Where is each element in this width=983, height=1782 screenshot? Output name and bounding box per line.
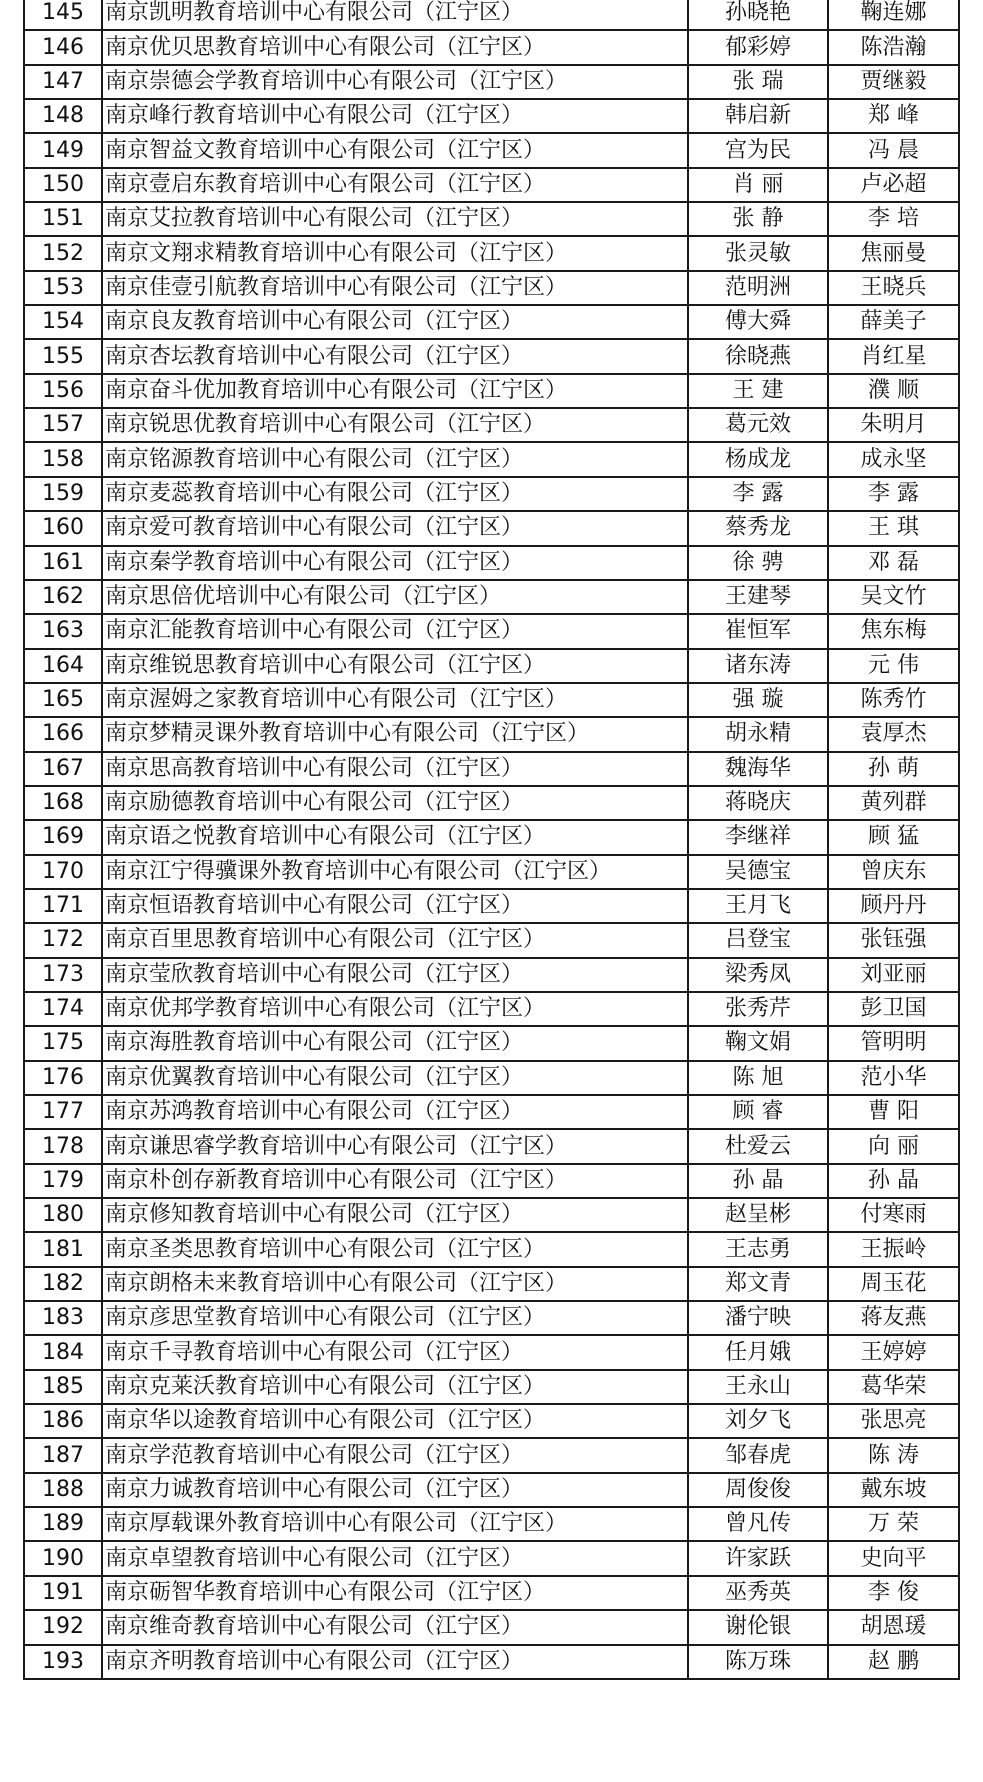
company-name: 南京恒语教育培训中心有限公司（江宁区） (102, 889, 688, 923)
company-name: 南京力诚教育培训中心有限公司（江宁区） (102, 1473, 688, 1507)
person-primary: 许家跃 (688, 1541, 828, 1575)
person-secondary: 黄列群 (828, 786, 959, 820)
table-row (24, 99, 959, 133)
person-primary: 邹春虎 (688, 1438, 828, 1472)
company-name: 南京朗格未来教育培训中心有限公司（江宁区） (102, 1267, 688, 1301)
company-name: 南京优翼教育培训中心有限公司（江宁区） (102, 1061, 688, 1095)
row-number: 181 (24, 1232, 102, 1266)
table-row (24, 1404, 959, 1438)
row-number: 159 (24, 477, 102, 511)
table-row (24, 1129, 959, 1163)
person-primary: 巫秀英 (688, 1576, 828, 1610)
company-name: 南京厚载课外教育培训中心有限公司（江宁区） (102, 1507, 688, 1541)
table-row (24, 30, 959, 64)
company-name: 南京苏鸿教育培训中心有限公司（江宁区） (102, 1095, 688, 1129)
person-secondary: 蒋友燕 (828, 1301, 959, 1335)
person-secondary: 朱明月 (828, 408, 959, 442)
row-number: 167 (24, 752, 102, 786)
person-primary: 蒋晓庆 (688, 786, 828, 820)
person-secondary: 王振岭 (828, 1232, 959, 1266)
row-number: 190 (24, 1541, 102, 1575)
person-primary: 郑文青 (688, 1267, 828, 1301)
person-secondary: 孙 萌 (828, 752, 959, 786)
person-primary: 吕登宝 (688, 923, 828, 957)
person-primary: 范明洲 (688, 271, 828, 305)
person-primary: 张秀芹 (688, 992, 828, 1026)
person-primary: 陈 旭 (688, 1061, 828, 1095)
person-primary: 宫为民 (688, 133, 828, 167)
person-secondary: 袁厚杰 (828, 717, 959, 751)
table-row (24, 649, 959, 683)
person-secondary: 王婷婷 (828, 1335, 959, 1369)
table-row (24, 1541, 959, 1575)
person-secondary: 李 俊 (828, 1576, 959, 1610)
row-number: 152 (24, 236, 102, 270)
person-secondary: 张钰强 (828, 923, 959, 957)
table-row (24, 374, 959, 408)
row-number: 188 (24, 1473, 102, 1507)
table-row (24, 477, 959, 511)
person-secondary: 邓 磊 (828, 546, 959, 580)
person-primary: 傅大舜 (688, 305, 828, 339)
company-name: 南京铭源教育培训中心有限公司（江宁区） (102, 442, 688, 476)
person-primary: 刘夕飞 (688, 1404, 828, 1438)
row-number: 176 (24, 1061, 102, 1095)
company-name: 南京百里思教育培训中心有限公司（江宁区） (102, 923, 688, 957)
table-row (24, 168, 959, 202)
person-primary: 韩启新 (688, 99, 828, 133)
table-row (24, 1335, 959, 1369)
person-secondary: 陈浩瀚 (828, 30, 959, 64)
company-name: 南京奋斗优加教育培训中心有限公司（江宁区） (102, 374, 688, 408)
person-secondary: 鞠连娜 (828, 0, 959, 30)
row-number: 178 (24, 1129, 102, 1163)
row-number: 180 (24, 1198, 102, 1232)
company-name: 南京修知教育培训中心有限公司（江宁区） (102, 1198, 688, 1232)
company-name: 南京齐明教育培训中心有限公司（江宁区） (102, 1645, 688, 1679)
person-primary: 王永山 (688, 1370, 828, 1404)
company-name: 南京崇德会学教育培训中心有限公司（江宁区） (102, 65, 688, 99)
person-secondary: 卢必超 (828, 168, 959, 202)
company-name: 南京文翔求精教育培训中心有限公司（江宁区） (102, 236, 688, 270)
person-primary: 诸东涛 (688, 649, 828, 683)
person-secondary: 彭卫国 (828, 992, 959, 1026)
company-name: 南京思高教育培训中心有限公司（江宁区） (102, 752, 688, 786)
company-name: 南京汇能教育培训中心有限公司（江宁区） (102, 614, 688, 648)
company-name: 南京峰行教育培训中心有限公司（江宁区） (102, 99, 688, 133)
person-secondary: 郑 峰 (828, 99, 959, 133)
person-primary: 蔡秀龙 (688, 511, 828, 545)
person-primary: 吴德宝 (688, 855, 828, 889)
person-primary: 张灵敏 (688, 236, 828, 270)
person-secondary: 吴文竹 (828, 580, 959, 614)
person-primary: 杨成龙 (688, 442, 828, 476)
company-name: 南京谦思睿学教育培训中心有限公司（江宁区） (102, 1129, 688, 1163)
company-name: 南京语之悦教育培训中心有限公司（江宁区） (102, 820, 688, 854)
row-number: 163 (24, 614, 102, 648)
table-row (24, 271, 959, 305)
table-row (24, 1473, 959, 1507)
row-number: 168 (24, 786, 102, 820)
company-name: 南京砺智华教育培训中心有限公司（江宁区） (102, 1576, 688, 1610)
person-secondary: 孙 晶 (828, 1164, 959, 1198)
table-row (24, 1507, 959, 1541)
person-primary: 肖 丽 (688, 168, 828, 202)
company-name: 南京梦精灵课外教育培训中心有限公司（江宁区） (102, 717, 688, 751)
row-number: 185 (24, 1370, 102, 1404)
table-row (24, 1026, 959, 1060)
person-secondary: 曹 阳 (828, 1095, 959, 1129)
person-secondary: 薛美子 (828, 305, 959, 339)
person-secondary: 陈 涛 (828, 1438, 959, 1472)
row-number: 182 (24, 1267, 102, 1301)
person-primary: 崔恒军 (688, 614, 828, 648)
person-primary: 赵呈彬 (688, 1198, 828, 1232)
table-row (24, 717, 959, 751)
person-primary: 孙晓艳 (688, 0, 828, 30)
row-number: 166 (24, 717, 102, 751)
table-row (24, 580, 959, 614)
row-number: 169 (24, 820, 102, 854)
person-primary: 葛元效 (688, 408, 828, 442)
table-row (24, 614, 959, 648)
company-name: 南京莹欣教育培训中心有限公司（江宁区） (102, 958, 688, 992)
table-row (24, 442, 959, 476)
person-primary: 郁彩婷 (688, 30, 828, 64)
row-number: 162 (24, 580, 102, 614)
table-row (24, 855, 959, 889)
person-secondary: 葛华荣 (828, 1370, 959, 1404)
row-number: 172 (24, 923, 102, 957)
row-number: 150 (24, 168, 102, 202)
table-row (24, 339, 959, 373)
table-row (24, 752, 959, 786)
company-name: 南京佳壹引航教育培训中心有限公司（江宁区） (102, 271, 688, 305)
company-name: 南京彦思堂教育培训中心有限公司（江宁区） (102, 1301, 688, 1335)
person-primary: 李继祥 (688, 820, 828, 854)
person-primary: 顾 睿 (688, 1095, 828, 1129)
table-row (24, 923, 959, 957)
person-primary: 潘宁映 (688, 1301, 828, 1335)
row-number: 165 (24, 683, 102, 717)
person-primary: 强 璇 (688, 683, 828, 717)
person-primary: 周俊俊 (688, 1473, 828, 1507)
person-secondary: 万 荣 (828, 1507, 959, 1541)
company-name: 南京朴创存新教育培训中心有限公司（江宁区） (102, 1164, 688, 1198)
person-secondary: 冯 晨 (828, 133, 959, 167)
company-name: 南京壹启东教育培训中心有限公司（江宁区） (102, 168, 688, 202)
person-primary: 陈万珠 (688, 1645, 828, 1679)
person-primary: 任月娥 (688, 1335, 828, 1369)
table-row (24, 992, 959, 1026)
person-secondary: 付寒雨 (828, 1198, 959, 1232)
person-secondary: 刘亚丽 (828, 958, 959, 992)
row-number: 158 (24, 442, 102, 476)
table-row (24, 1576, 959, 1610)
person-secondary: 成永坚 (828, 442, 959, 476)
person-primary: 李 露 (688, 477, 828, 511)
table-row (24, 202, 959, 236)
person-secondary: 贾继毅 (828, 65, 959, 99)
table-row (24, 820, 959, 854)
person-primary: 王 建 (688, 374, 828, 408)
person-secondary: 胡恩瑗 (828, 1610, 959, 1644)
row-number: 175 (24, 1026, 102, 1060)
company-name: 南京维锐思教育培训中心有限公司（江宁区） (102, 649, 688, 683)
person-secondary: 顾丹丹 (828, 889, 959, 923)
table-row (24, 1301, 959, 1335)
person-secondary: 肖红星 (828, 339, 959, 373)
company-name: 南京维奇教育培训中心有限公司（江宁区） (102, 1610, 688, 1644)
table-row (24, 683, 959, 717)
row-number: 193 (24, 1645, 102, 1679)
row-number: 161 (24, 546, 102, 580)
table-row (24, 1095, 959, 1129)
person-secondary: 管明明 (828, 1026, 959, 1060)
row-number: 155 (24, 339, 102, 373)
table-row (24, 408, 959, 442)
row-number: 177 (24, 1095, 102, 1129)
row-number: 179 (24, 1164, 102, 1198)
table-row (24, 0, 959, 30)
person-secondary: 顾 猛 (828, 820, 959, 854)
person-primary: 杜爱云 (688, 1129, 828, 1163)
row-number: 156 (24, 374, 102, 408)
row-number: 189 (24, 1507, 102, 1541)
row-number: 192 (24, 1610, 102, 1644)
person-secondary: 焦东梅 (828, 614, 959, 648)
registry-table-body (24, 0, 959, 1679)
person-primary: 张 瑞 (688, 65, 828, 99)
table-row (24, 65, 959, 99)
company-name: 南京华以途教育培训中心有限公司（江宁区） (102, 1404, 688, 1438)
person-secondary: 濮 顺 (828, 374, 959, 408)
person-secondary: 陈秀竹 (828, 683, 959, 717)
row-number: 164 (24, 649, 102, 683)
table-row (24, 1267, 959, 1301)
table-row (24, 133, 959, 167)
person-secondary: 元 伟 (828, 649, 959, 683)
person-primary: 梁秀凤 (688, 958, 828, 992)
row-number: 146 (24, 30, 102, 64)
row-number: 184 (24, 1335, 102, 1369)
table-row (24, 958, 959, 992)
company-name: 南京锐思优教育培训中心有限公司（江宁区） (102, 408, 688, 442)
company-name: 南京智益文教育培训中心有限公司（江宁区） (102, 133, 688, 167)
person-secondary: 李 培 (828, 202, 959, 236)
row-number: 183 (24, 1301, 102, 1335)
table-row (24, 1198, 959, 1232)
company-name: 南京思倍优培训中心有限公司（江宁区） (102, 580, 688, 614)
person-secondary: 向 丽 (828, 1129, 959, 1163)
row-number: 160 (24, 511, 102, 545)
table-row (24, 1370, 959, 1404)
person-primary: 鞠文娟 (688, 1026, 828, 1060)
person-primary: 曾凡传 (688, 1507, 828, 1541)
company-name: 南京杏坛教育培训中心有限公司（江宁区） (102, 339, 688, 373)
person-primary: 孙 晶 (688, 1164, 828, 1198)
table-row (24, 1438, 959, 1472)
company-name: 南京良友教育培训中心有限公司（江宁区） (102, 305, 688, 339)
person-secondary: 戴东坡 (828, 1473, 959, 1507)
company-name: 南京优贝思教育培训中心有限公司（江宁区） (102, 30, 688, 64)
table-row (24, 305, 959, 339)
company-name: 南京爱可教育培训中心有限公司（江宁区） (102, 511, 688, 545)
person-secondary: 赵 鹏 (828, 1645, 959, 1679)
row-number: 173 (24, 958, 102, 992)
person-secondary: 焦丽曼 (828, 236, 959, 270)
person-primary: 张 静 (688, 202, 828, 236)
person-secondary: 范小华 (828, 1061, 959, 1095)
company-name: 南京圣类思教育培训中心有限公司（江宁区） (102, 1232, 688, 1266)
company-name: 南京学范教育培训中心有限公司（江宁区） (102, 1438, 688, 1472)
company-name: 南京卓望教育培训中心有限公司（江宁区） (102, 1541, 688, 1575)
person-primary: 王建琴 (688, 580, 828, 614)
row-number: 174 (24, 992, 102, 1026)
table-row (24, 1645, 959, 1679)
row-number: 186 (24, 1404, 102, 1438)
person-primary: 徐 骋 (688, 546, 828, 580)
row-number: 148 (24, 99, 102, 133)
row-number: 191 (24, 1576, 102, 1610)
row-number: 170 (24, 855, 102, 889)
company-name: 南京秦学教育培训中心有限公司（江宁区） (102, 546, 688, 580)
table-row (24, 511, 959, 545)
company-name: 南京江宁得骥课外教育培训中心有限公司（江宁区） (102, 855, 688, 889)
table-row (24, 1164, 959, 1198)
company-name: 南京优邦学教育培训中心有限公司（江宁区） (102, 992, 688, 1026)
person-secondary: 李 露 (828, 477, 959, 511)
person-secondary: 周玉花 (828, 1267, 959, 1301)
row-number: 154 (24, 305, 102, 339)
company-name: 南京励德教育培训中心有限公司（江宁区） (102, 786, 688, 820)
row-number: 171 (24, 889, 102, 923)
person-primary: 徐晓燕 (688, 339, 828, 373)
person-secondary: 曾庆东 (828, 855, 959, 889)
company-name: 南京克莱沃教育培训中心有限公司（江宁区） (102, 1370, 688, 1404)
person-secondary: 史向平 (828, 1541, 959, 1575)
person-primary: 谢伦银 (688, 1610, 828, 1644)
table-row (24, 889, 959, 923)
company-name: 南京渥姆之家教育培训中心有限公司（江宁区） (102, 683, 688, 717)
table-row (24, 1610, 959, 1644)
person-primary: 王月飞 (688, 889, 828, 923)
person-primary: 魏海华 (688, 752, 828, 786)
row-number: 187 (24, 1438, 102, 1472)
company-name: 南京凯明教育培训中心有限公司（江宁区） (102, 0, 688, 30)
company-name: 南京千寻教育培训中心有限公司（江宁区） (102, 1335, 688, 1369)
company-name: 南京艾拉教育培训中心有限公司（江宁区） (102, 202, 688, 236)
row-number: 151 (24, 202, 102, 236)
table-row (24, 1232, 959, 1266)
person-secondary: 王晓兵 (828, 271, 959, 305)
row-number: 149 (24, 133, 102, 167)
row-number: 153 (24, 271, 102, 305)
row-number: 145 (24, 0, 102, 30)
table-row (24, 786, 959, 820)
person-secondary: 张思亮 (828, 1404, 959, 1438)
row-number: 147 (24, 65, 102, 99)
person-secondary: 王 琪 (828, 511, 959, 545)
table-row (24, 546, 959, 580)
table-row (24, 1061, 959, 1095)
table-row (24, 236, 959, 270)
company-name: 南京麦蕊教育培训中心有限公司（江宁区） (102, 477, 688, 511)
registry-table (23, 0, 960, 1680)
person-primary: 王志勇 (688, 1232, 828, 1266)
row-number: 157 (24, 408, 102, 442)
company-name: 南京海胜教育培训中心有限公司（江宁区） (102, 1026, 688, 1060)
person-primary: 胡永精 (688, 717, 828, 751)
